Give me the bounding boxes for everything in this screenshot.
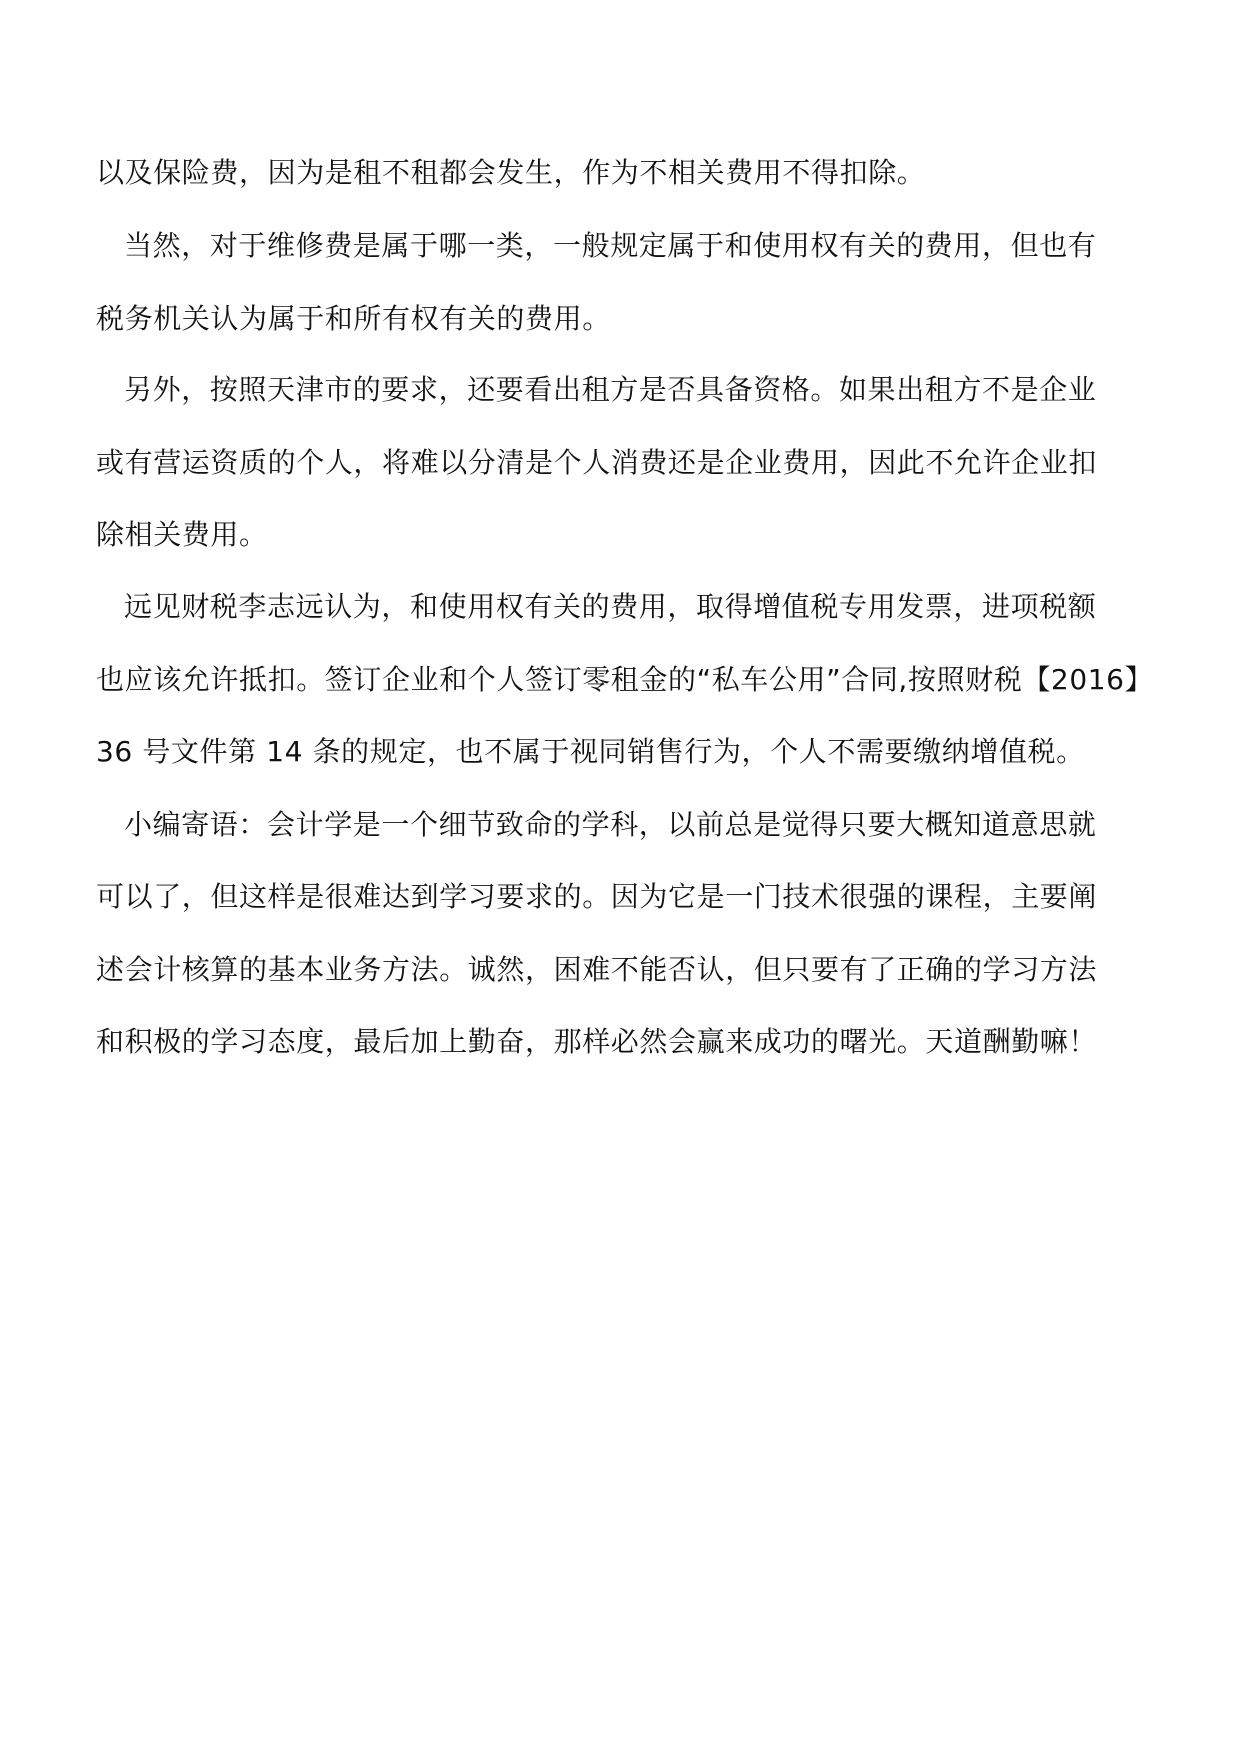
paragraph-5-line-1: 小编寄语：会计学是一个细节致命的学科，以前总是觉得只要大概知道意思就 bbox=[124, 808, 1097, 841]
paragraph-5-line-2: 可以了，但这样是很难达到学习要求的。因为它是一门技术很强的课程，主要阐 bbox=[96, 880, 1098, 913]
paragraph-1-line-1: 以及保险费，因为是租不租都会发生，作为不相关费用不得扣除。 bbox=[96, 156, 926, 189]
paragraph-4-line-2: 也应该允许抵扣。签订企业和个人签订零租金的“私车公用”合同,按照财税【2016】 bbox=[96, 663, 1154, 696]
paragraph-5-line-4: 和积极的学习态度，最后加上勤奋，那样必然会赢来成功的曙光。天道酬勤嘛！ bbox=[96, 1025, 1098, 1058]
paragraph-3-line-1: 另外，按照天津市的要求，还要看出租方是否具备资格。如果出租方不是企业 bbox=[124, 373, 1097, 406]
paragraph-4-line-3: 36 号文件第 14 条的规定，也不属于视同销售行为，个人不需要缴纳增值税。 bbox=[96, 735, 1085, 768]
paragraph-3-line-2: 或有营运资质的个人，将难以分清是个人消费还是企业费用，因此不允许企业扣 bbox=[96, 446, 1098, 479]
paragraph-5-line-3: 述会计核算的基本业务方法。诚然，困难不能否认，但只要有了正确的学习方法 bbox=[96, 953, 1098, 986]
paragraph-3-line-3: 除相关费用。 bbox=[96, 518, 268, 551]
paragraph-2-line-2: 税务机关认为属于和所有权有关的费用。 bbox=[96, 302, 611, 335]
paragraph-4-line-1: 远见财税李志远认为，和使用权有关的费用，取得增值税专用发票，进项税额 bbox=[124, 590, 1097, 623]
paragraph-2-line-1: 当然，对于维修费是属于哪一类，一般规定属于和使用权有关的费用，但也有 bbox=[124, 229, 1097, 262]
